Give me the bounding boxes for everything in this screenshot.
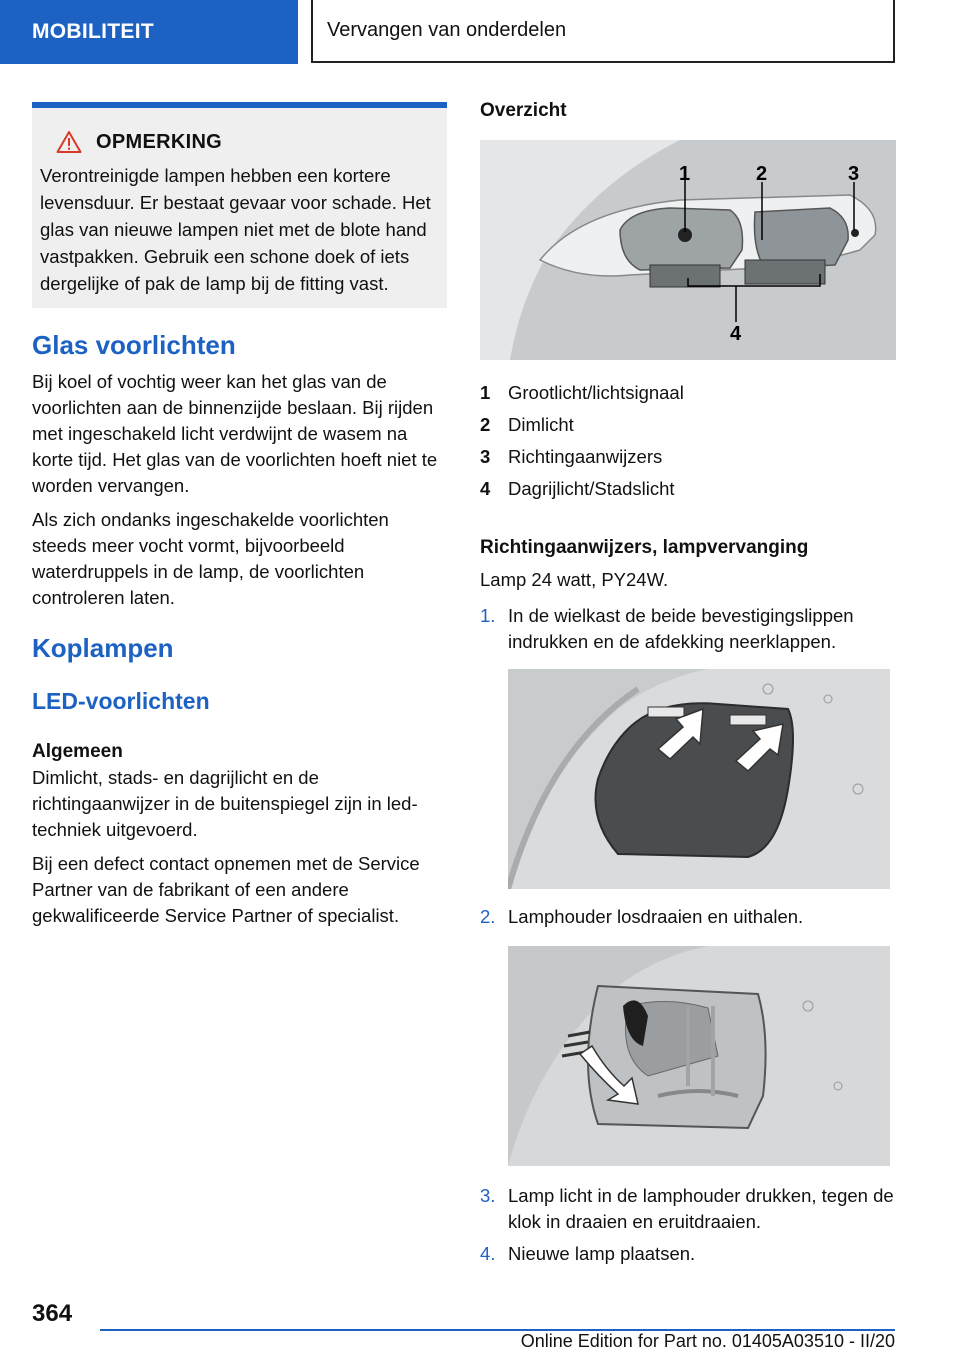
step-text: Lamp licht in de lamphouder drukken, tegen de klok in draaien en eruitdraaien. — [508, 1185, 894, 1232]
legend-item — [480, 409, 896, 441]
legend-item — [480, 441, 896, 473]
step-number: 4. — [480, 1243, 496, 1264]
figure-label: 2 — [756, 163, 768, 185]
step-item — [480, 904, 896, 930]
right-column — [480, 100, 896, 1267]
chapter-header — [311, 0, 895, 63]
figure-label: 3 — [848, 163, 860, 185]
legend-text: Dimlicht — [508, 414, 574, 435]
wheel-arch-cover-figure — [508, 669, 890, 889]
step-item — [480, 1183, 896, 1235]
chapter-title: Vervangen van onderdelen — [327, 19, 567, 41]
paragraph: Als zich ondanks ingeschakelde voorlichten steeds meer vocht vormt, bijvoorbeeld waterdruppels in de lamp, de voorlichten controleren laten. — [32, 509, 389, 608]
figure-label: 4 — [730, 323, 742, 345]
step-text: Nieuwe lamp plaatsen. — [508, 1243, 696, 1264]
step-item — [480, 603, 896, 655]
step-text: In de wielkast de beide bevestigingslippen indrukken en de afdekking neerklappen. — [508, 605, 854, 652]
step-item — [480, 1241, 896, 1267]
legend-number: 2 — [480, 414, 491, 435]
legend-text: Grootlicht/lichtsignaal — [508, 382, 684, 403]
step-number: 1. — [480, 605, 496, 626]
warning-triangle-icon — [56, 130, 82, 154]
heading-overzicht: Overzicht — [480, 100, 567, 121]
figure-label: 1 — [679, 163, 691, 185]
heading-richtingaanwijzers: Richtingaanwijzers, lampvervanging — [480, 537, 809, 558]
note-header — [56, 130, 437, 154]
figure-legend — [480, 377, 896, 505]
lamp-spec: Lamp 24 watt, PY24W. — [480, 569, 669, 590]
paragraph: Bij koel of vochtig weer kan het glas van de voorlichten aan de binnenzijde beslaan. Bij rijden met ingeschakeld licht verdwijnt de wasem na korte tijd. Het glas van de voorlichten hoeft niet te worden vervangen. — [32, 371, 438, 496]
heading-algemeen: Algemeen — [32, 741, 123, 762]
subheading-led-voorlichten: LED-voorlichten — [32, 688, 210, 714]
legend-text: Richtingaanwijzers — [508, 446, 663, 467]
section-tab — [0, 0, 298, 64]
step-text: Lamphouder losdraaien en uithalen. — [508, 906, 804, 927]
legend-number: 1 — [480, 382, 491, 403]
legend-item — [480, 377, 896, 409]
lamp-holder-figure — [508, 946, 890, 1166]
headlight-overview-figure — [480, 140, 896, 360]
legend-number: 4 — [480, 478, 491, 499]
section-title: MOBILITEIT — [32, 20, 154, 43]
step-number: 2. — [480, 906, 496, 927]
paragraph: Bij een defect contact opnemen met de Service Partner van de fabrikant of een andere gekwalificeerde Service Partner of specialist. — [32, 853, 420, 926]
note-box — [32, 102, 447, 308]
page-number: 364 — [32, 1300, 73, 1327]
note-text: Verontreinigde lampen hebben een kortere levensduur. Er bestaat gevaar voor schade. Het glas van nieuwe lampen niet met de blote hand vastpakken. Gebruik een schone doek of iets dergelijke of pak de lamp bij de fitting vast. — [40, 165, 431, 294]
footer-edition: Online Edition for Part no. 01405A03510 - II/20 — [520, 1331, 895, 1351]
note-title: OPMERKING — [96, 130, 223, 153]
heading-koplampen: Koplampen — [32, 633, 174, 663]
heading-glas-voorlichten: Glas voorlichten — [32, 330, 236, 360]
legend-number: 3 — [480, 446, 491, 467]
legend-text: Dagrijlicht/Stadslicht — [508, 478, 675, 499]
step-number: 3. — [480, 1185, 496, 1206]
paragraph: Dimlicht, stads- en dagrijlicht en de richtingaanwijzer in de buitenspiegel zijn in led-techniek uitgevoerd. — [32, 767, 418, 840]
legend-item — [480, 473, 896, 505]
left-column — [32, 330, 448, 937]
